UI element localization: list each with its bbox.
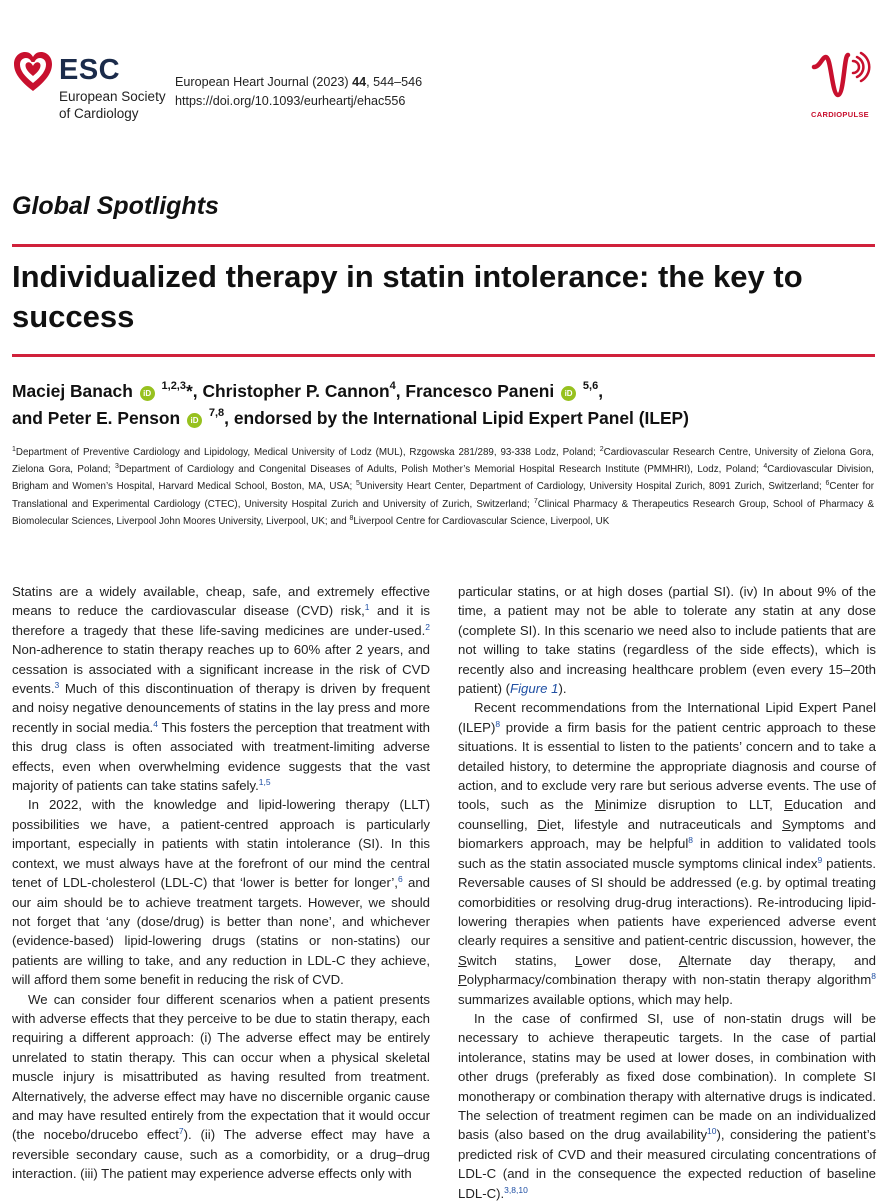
citation-link[interactable]: 9 <box>817 854 823 865</box>
acronym-letter: P <box>458 972 467 988</box>
title-bottom-rule <box>12 354 875 357</box>
body-paragraph-6 <box>458 1009 876 1203</box>
body-text: ). <box>558 681 567 697</box>
author-name[interactable]: Christopher P. Cannon <box>202 381 390 401</box>
author-list <box>12 378 877 432</box>
citation-link[interactable]: 6 <box>397 874 403 885</box>
affiliation-text: Clinical Pharmacy & Therapeutics Research Group, School of Pharmacy & Biomolecular Sciences, Liverpool John Moores University, Liverpool, UK; and <box>12 498 874 527</box>
affiliation-text: Cardiovascular Division, Brigham and Women’s Hospital, Harvard Medical School, Boston, MA, USA; <box>12 464 874 493</box>
body-text: Recent recommendations from the International Lipid Expert Panel (ILEP) <box>458 700 876 735</box>
affiliation-text: Department of Preventive Cardiology and Lipidology, Medical University of Lodz (MUL), Rzgowska 281/289, 93-338 Lodz, Poland; <box>15 447 600 458</box>
affiliations <box>12 444 874 530</box>
body-text: and our aim should be to achieve treatment targets. However, we should not forget that ‘any (dose/drug) is better than none’, and whichever (evidence-based) lipid-lowering drugs (statins or non-statins) our patients are willing to take, and any reduction in LDL-C they achieve, will afford them some benefit in reducing the risk of CVD. <box>12 875 430 988</box>
corresponding-mark: * <box>185 381 193 401</box>
body-text: In 2022, with the knowledge and lipid-lowering therapy (LLT) possibilities we have, a patient-centred approach is particularly important, especially in patients with statin intolerance (SI). In this context, we must always have at the forefront of our mind the central tenet of LDL-cholesterol (LDL-C) that ‘lower is better for longer’, <box>12 797 430 891</box>
citation-link[interactable]: 1 <box>364 602 370 613</box>
citation-link[interactable]: 8 <box>495 718 501 729</box>
citation-link[interactable]: 4 <box>153 718 158 729</box>
body-text: lternate day therapy, and <box>687 952 876 968</box>
affiliation-sup: 2 <box>599 446 604 453</box>
acronym-letter: M <box>594 797 606 813</box>
esc-heart-logo-icon <box>12 50 54 94</box>
figure-link[interactable]: Figure 1 <box>510 681 559 697</box>
citation-link[interactable]: 1,5 <box>258 777 271 788</box>
body-column-right <box>458 582 876 1203</box>
affiliation-sup: 3 <box>115 463 119 471</box>
body-text: summarizes available options, which may help. <box>458 991 733 1007</box>
acronym-letter: D <box>537 816 547 832</box>
affiliation-sup: 5 <box>356 480 360 488</box>
orcid-icon[interactable]: iD <box>140 386 155 401</box>
endorsement-text: , endorsed by the International Lipid Expert Panel (ILEP) <box>224 408 689 428</box>
author-name[interactable]: Peter E. Penson <box>47 408 181 428</box>
affiliation-sup: 1 <box>12 446 16 453</box>
journal-pages: , 544–546 <box>366 75 423 89</box>
acronym-letter: E <box>784 797 793 813</box>
body-text: patients. Reversable causes of SI should be addressed (e.g. by optimal treating comorbidities or resolving drug-drug interactions). Re-introducing lipid-lowering therapies when patients have experienced adverse event clearly requires a sensitive and patient-centric discussion, however, the <box>458 855 876 949</box>
affiliation-text: University Heart Center, Department of Cardiology, University Hospital Zurich, 8091 Zurich, Switzerland; <box>359 481 826 493</box>
citation-link[interactable]: 10 <box>707 1126 717 1137</box>
citation-link[interactable]: 3,8,10 <box>504 1184 528 1195</box>
body-text: ). (ii) The adverse effect may have a reversible secondary cause, such as a comorbidity, or a drug–drug interaction. (iii) The patient may experience adverse effects only with <box>12 1127 431 1182</box>
body-text: ower dose, <box>582 952 679 968</box>
body-text: and it is therefore a tragedy that these life-saving medicines are under-used. <box>12 603 430 638</box>
author-name[interactable]: Maciej Banach <box>12 381 133 401</box>
body-paragraph-4 <box>458 582 876 698</box>
citation-link[interactable]: 2 <box>425 621 430 632</box>
orcid-icon[interactable]: iD <box>187 413 202 428</box>
body-text: Non-adherence to statin therapy reaches up to 60% after 2 years, and cessation is associated with a significant increase in the risk of CVD events. <box>12 642 430 697</box>
orcid-icon[interactable]: iD <box>561 386 576 401</box>
author-separator: , <box>192 381 203 401</box>
author-separator: , <box>598 381 604 401</box>
acronym-letter: A <box>678 952 688 968</box>
affiliation-sup: 4 <box>763 463 768 471</box>
esc-wordmark: ESC <box>59 54 121 86</box>
esc-name-line-1: European Society <box>59 89 166 104</box>
cardiopulse-logo-icon <box>808 47 872 107</box>
acronym-letter: S <box>782 816 791 832</box>
author-affil-sup: 4 <box>389 380 396 392</box>
citation-link[interactable]: 7 <box>178 1126 184 1137</box>
body-text: Statins are a widely available, cheap, safe, and extremely effective means to reduce the cardiovascular disease (CVD) risk, <box>12 584 430 619</box>
author-name[interactable]: Francesco Paneni <box>405 381 555 401</box>
author-affil-sup: 7,8 <box>208 407 225 419</box>
body-text: provide a firm basis for the patient centric approach to these situations. It is essential to listen to the patients’ concern and to take a detailed history, to determine the appropriate diagnosis and course of action, and to exclude very rare but serious adverse events. The use of tools, such as the <box>458 719 876 813</box>
body-paragraph-2 <box>12 795 430 989</box>
title-top-rule <box>12 244 875 247</box>
esc-society-name <box>59 88 179 122</box>
body-column-left <box>12 582 430 1184</box>
journal-name: European Heart Journal (2023) <box>175 75 349 89</box>
affiliation-text: Department of Cardiology and Congenital Diseases of Adults, Polish Mother’s Memorial Hospital Research Institute (PMMHRI), Lodz, Poland; <box>118 464 764 476</box>
author-affil-sup: 1,2,3 <box>161 380 186 392</box>
author-conjunction: and <box>12 408 48 428</box>
affiliation-text: Liverpool Centre for Cardiovascular Science, Liverpool, UK <box>353 515 610 527</box>
section-heading: Global Spotlights <box>12 192 219 220</box>
journal-volume: 44 <box>352 75 367 89</box>
body-text: witch statins, <box>466 952 575 968</box>
citation-link[interactable]: 8 <box>688 835 693 846</box>
acronym-letter: S <box>458 952 467 968</box>
affiliation-sup: 8 <box>349 514 354 522</box>
affiliation-sup: 7 <box>533 497 538 505</box>
esc-name-line-2: of Cardiology <box>59 106 139 121</box>
body-paragraph-3 <box>12 990 430 1184</box>
body-text: ), considering the patient’s predicted risk of CVD and their measured circulating concentrations of LDL-C (and in the consequence the expected reduction of baseline LDL-C). <box>458 1127 876 1201</box>
affiliation-text: Center for Translational and Experimental Cardiology (CTEC), University Hospital Zurich and University of Zurich, Switzerland; <box>12 481 874 510</box>
body-text: This fosters the perception that treatment with this drug class is often associated with treatment-limiting adverse effects, even when overwhelming evidence suggests that the vast majority of patients can take statins safely. <box>12 719 430 794</box>
affiliation-text: Cardiovascular Research Centre, University of Zielona Gora, Zielona Gora, Poland; <box>12 447 874 476</box>
acronym-letter: L <box>574 952 583 968</box>
citation-link[interactable]: 8 <box>871 971 876 982</box>
author-separator: , <box>395 381 406 401</box>
body-paragraph-1 <box>12 582 430 795</box>
body-text: In the case of confirmed SI, use of non-statin drugs will be necessary to achieve therapeutic targets. In the case of partial intolerance, statins may be used at lower doses, in combination with other drugs (preferably as fixed dose combination). In complete SI monotherapy or combination therapy with alternative drugs is indicated. The selection of treatment regimen can be made on an individualized basis (also based on the drug availability <box>458 1010 876 1143</box>
body-text: iet, lifestyle and nutraceuticals and <box>546 816 783 832</box>
body-text: Much of this discontinuation of therapy is driven by frequent and noisy negative denouncements of statins in the lay press and more recently in social media. <box>12 681 430 735</box>
body-paragraph-5 <box>458 698 876 1009</box>
author-affil-sup: 5,6 <box>582 380 599 392</box>
affiliation-sup: 6 <box>825 480 830 488</box>
journal-citation <box>175 73 422 111</box>
article-title: Individualized therapy in statin intolerance: the key to success <box>12 259 803 334</box>
body-text: olypharmacy/combination therapy with non-statin therapy algorithm <box>466 972 872 988</box>
body-text: ducation and counselling, <box>458 797 877 832</box>
citation-link[interactable]: 3 <box>54 680 60 691</box>
body-text: inimize disruption to LLT, <box>605 797 785 813</box>
body-text: ymptoms and biomarkers approach, may be helpful <box>458 816 876 852</box>
body-text: in addition to validated tools such as the statin associated muscle symptoms clinical index <box>458 836 876 871</box>
body-text: particular statins, or at high doses (partial SI). (iv) In about 9% of the time, a patient may not be able to tolerate any statin at any dose (complete SI). In this scenario we need also to include patients that are not willing to take statins (regardless of the side effects), which is recently also and increasing healthcare problem (even every 15–20th patient) ( <box>458 584 876 697</box>
cardiopulse-wordmark: CARDIOPULSE <box>811 110 869 119</box>
doi-link[interactable]: https://doi.org/10.1093/eurheartj/ehac556 <box>175 94 406 108</box>
body-text: We can consider four different scenarios when a patient presents with adverse effects that they perceive to be due to statin therapy, each requiring a different approach: (i) The adverse effect may be entirely unrelated to statin therapy. This can occur when a physical skeletal muscle injury is misattributed as having resulted from treatment. Alternatively, the adverse effect may have no discernible organic cause and may have resulted entirely from the expectation that it would occur (the nocebo/drucebo effect <box>12 991 430 1143</box>
